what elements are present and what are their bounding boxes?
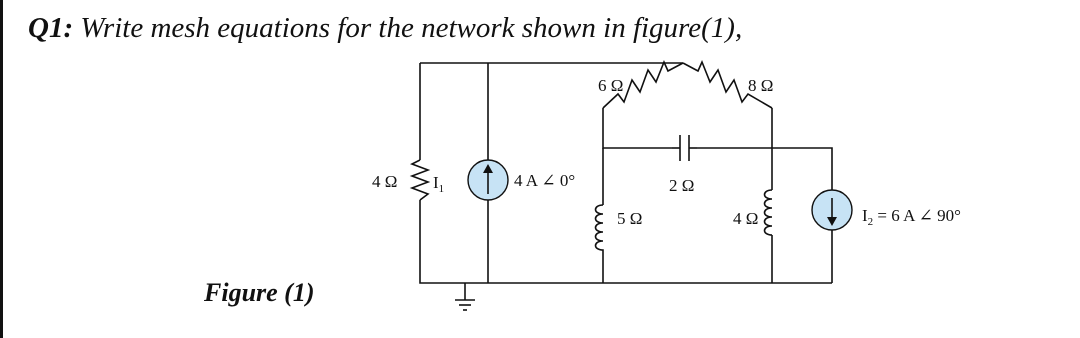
inductor-5-ohm — [596, 205, 604, 255]
label-cap-2-ohm: 2 Ω — [669, 176, 695, 195]
label-source2: $I_2 = 6$ A ∠ 90° — [862, 206, 961, 228]
label-r-8-ohm: 8 Ω — [748, 76, 774, 95]
resistor-4-ohm-left — [412, 160, 428, 200]
label-source1-value: 4 A ∠ 0° — [514, 171, 576, 190]
label-ind-4-ohm: 4 Ω — [733, 209, 759, 228]
question-number: Q1: — [28, 12, 74, 44]
wire-left-junction — [603, 108, 772, 148]
label-i1: $I_1$ — [433, 173, 445, 195]
label-r-6-ohm: 6 Ω — [598, 76, 624, 95]
figure-label: Figure (1) — [204, 278, 315, 307]
question-text: Write mesh equations for the network shown in figure(1), — [73, 12, 743, 44]
label-r-4-ohm-left: 4 Ω — [372, 172, 398, 191]
inductor-4-ohm — [765, 190, 773, 235]
label-ind-5-ohm: 5 Ω — [617, 209, 643, 228]
